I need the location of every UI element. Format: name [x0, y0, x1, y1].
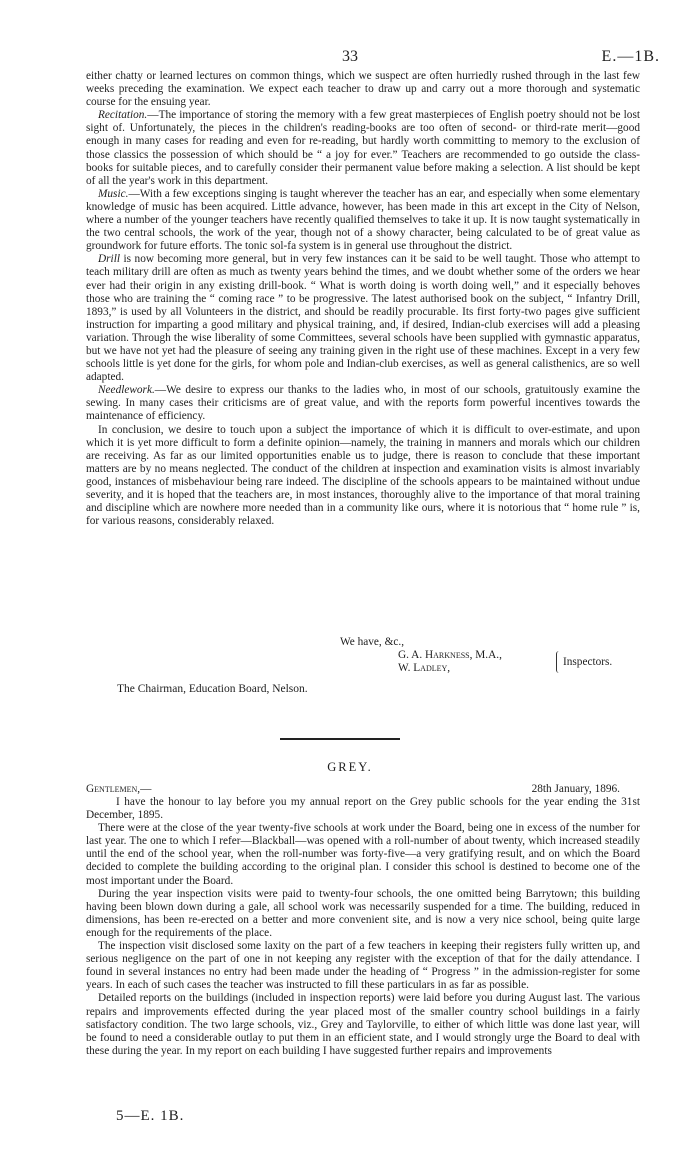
signatory-name: G. A. Harkness, M.A.,	[398, 649, 502, 661]
signatories	[398, 649, 502, 675]
paragraph-heading: Music.	[98, 187, 129, 200]
paragraph-heading: Needlework.	[98, 384, 155, 397]
paragraph-music	[86, 188, 640, 253]
inspectors-report-body	[86, 70, 640, 528]
signatory-role: Inspectors.	[563, 656, 613, 668]
document-reference: E.—1B.	[601, 48, 660, 65]
salutation: Gentlemen,—	[86, 783, 152, 795]
paragraph: There were at the close of the year twenty-five schools at work under the Board, being one in excess of the number for last year. The one to which I refer—Blackball—was opened with a roll-number of about twenty, which increased steadily until the end of the school year, when the roll-number was forty-five—a very gratifying result, and on which the Board decided to complete the building according to the original plan. I consider this school is destined to become one of the most important under the Board.	[86, 822, 640, 887]
addressee: The Chairman, Education Board, Nelson.	[117, 683, 308, 695]
paragraph: The inspection visit disclosed some laxity on the part of a few teachers in keeping their registers fully written up, and serious negligence on the part of one in not keeping any register with the exception of that for the daily attendance. I found in several instances no entry had been made under the heading of “ Progress ” in the admission-register for some years. In each of such cases the teacher was instructed to fill these particulars in as far as possible.	[86, 940, 640, 992]
paragraph-needlework	[86, 384, 640, 423]
grey-report-body	[86, 796, 640, 1058]
signoff: We have, &c.,	[340, 636, 405, 648]
paragraph-text: is now becoming more general, but in very few instances can it be said to be well taught. Those who attempt to teach military drill are often as much as twenty years behind the times, and we doubt whether some of the orders we hear ever had their origin in any existing drill-book. “ What is worth doing is worth doing well,” and it especially behoves those who are training the “ coming race ” to be progressive. The latest authorised book on the subject, “ Infantry Drill, 1893,” is used by all Volunteers in the district, and should be readily procurable. Its first forty-two pages give sufficient instruction for imparting a good military and physical training, and, if desired, Indian-club exercises will add a pleasing variation. Through the wise liberality of some Committees, several schools have been supplied with gymnastic apparatus, but we have not yet had the pleasure of seeing any training given in the right use of these machines. Except in a very few schools little is yet done for the girls, for whom pole and Indian-club exercises, as well as general calisthenics, are so well adapted.	[86, 253, 640, 384]
paragraph-text: —With a few exceptions singing is taught wherever the teacher has an ear, and especially when some elementary knowledge of music has been acquired. Little advance, however, has been made in this art except in the City of Nelson, where a number of the younger teachers have recently qualified themselves to take it up. It is now taught systematically in the two central schools, the work of the year, though not of a showy character, being calculated to be of great value as groundwork for future efforts. The tonic sol-fa system is in general use throughout the district.	[86, 187, 640, 253]
report-date: 28th January, 1896.	[531, 783, 620, 795]
paragraph-heading: Recitation.	[98, 109, 148, 122]
section-title: GREY.	[327, 760, 373, 774]
paragraph-text: —We desire to express our thanks to the ladies who, in most of our schools, gratuitously examine the sewing. In many cases their criticisms are of great value, and with the reports form powerful incentives towards the maintenance of efficiency.	[86, 384, 640, 423]
paragraph-text: —The importance of storing the memory with a few great masterpieces of English poetry should not be lost sight of. Unfortunately, the pieces in the children's reading-books are too often of second- or third-rate merit—good enough in many cases for reading and even for re-reading, but hardly worth committing to memory to the exclusion of those classics the possession of which should be “ a joy for ever.” Teachers are recommended to go outside the class-books for suitable pieces, and to carefully consider their permanent value before making a selection. A list should be kept of all the year's work in this department.	[86, 109, 640, 187]
page-footer-reference: 5—E. 1B.	[116, 1108, 185, 1124]
page-number: 33	[342, 48, 358, 65]
paragraph-conclusion: In conclusion, we desire to touch upon a subject the importance of which it is difficult to over-estimate, and upon which it is yet more difficult to form a definite opinion—namely, the training in manners and morals which our children are receiving. As far as our limited opportunities enable us to judge, there is reason to conclude that these important matters are by no means neglected. The conduct of the children at inspection and examination visits is almost invariably good, instances of misbehaviour being rare indeed. The discipline of the schools appears to be maintained without undue severity, and it is hoped that the teachers are, in most instances, thoroughly alive to the importance of that moral training and discipline which are nowhere more needed than in a community like ours, where it is notorious that “ home rule ” is, for various reasons, considerably relaxed.	[86, 423, 640, 528]
paragraph-recitation	[86, 109, 640, 188]
signatory-brace	[556, 651, 562, 673]
paragraph: I have the honour to lay before you my annual report on the Grey public schools for the year ending the 31st December, 1895.	[86, 796, 640, 822]
paragraph: Detailed reports on the buildings (included in inspection reports) were laid before you during August last. The various repairs and improvements effected during the year placed most of the smaller country school buildings in a fairly satisfactory condition. The two large schools, viz., Grey and Taylorville, to either of which little was done last year, will be found to need a considerable outlay to put them in an efficient state, and I would strongly urge the Board to deal with these during the year. In my report on each building I have suggested further repairs and improvements	[86, 992, 640, 1057]
paragraph-drill	[86, 253, 640, 384]
section-divider	[280, 738, 400, 740]
paragraph: During the year inspection visits were paid to twenty-four schools, the one omitted being Barrytown; this building having been blown down during a gale, all school work was necessarily suspended for a time. The building, reduced in dimensions, has been re-erected on a better and more convenient site, and is now a very nice school, being quite large enough for the requirements of the place.	[86, 887, 640, 939]
signatory-name: W. Ladley,	[398, 662, 451, 675]
page-header	[40, 48, 660, 70]
paragraph-heading: Drill	[98, 253, 120, 266]
paragraph-continuation: either chatty or learned lectures on common things, which we suspect are often hurriedly rushed through in the last few weeks preceding the examination. We expect each teacher to draw up and carry out a more thorough and systematic course for the ensuing year.	[86, 70, 640, 109]
